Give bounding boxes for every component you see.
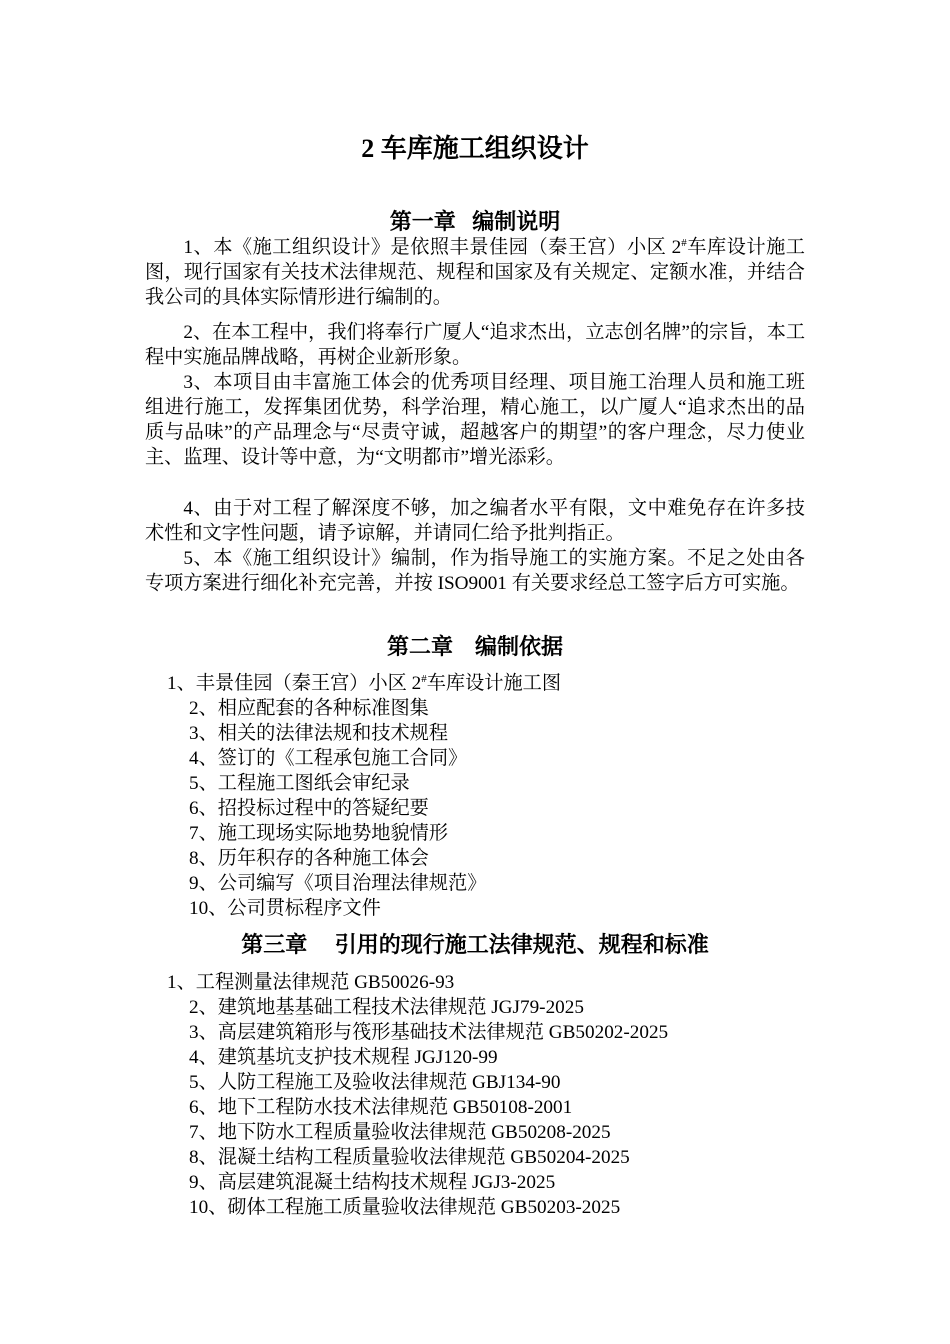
- paragraph-1-text-a: 1、本《施工组织设计》是依照丰景佳园（秦王宫）小区 2: [183, 237, 682, 258]
- paragraph-5: 5、本《施工组织设计》编制，作为指导施工的实施方案。不足之处由各专项方案进行细化补充完善，并按 ISO9001 有关要求经总工签字后方可实施。: [145, 548, 805, 594]
- list-item: 9、高层建筑混凝土结构技术规程 JGJ3-2025: [189, 1172, 556, 1193]
- list-item: [145, 671, 805, 696]
- paragraph-2: 2、在本工程中，我们将奉行广厦人“追求杰出，立志创名牌”的宗旨，本工程中实施品牌战略，再树企业新形象。: [145, 322, 805, 368]
- list-item: 10、公司贯标程序文件: [189, 898, 381, 919]
- paragraph-1-text-b: 车库设计施工图，现行国家有关技术法律规范、规程和国家及有关规定、定额水准，并结合我公司的具体实际情形进行编制的。: [145, 237, 805, 308]
- document-title: 2 车库施工组织设计: [361, 134, 589, 163]
- list-item-text: 车库设计施工图: [426, 673, 562, 694]
- chapter-2-list: [145, 671, 805, 921]
- list-item-superscript: #: [421, 673, 427, 685]
- list-item: 5、人防工程施工及验收法律规范 GBJ134-90: [189, 1072, 561, 1093]
- chapter-3-heading: 第三章 引用的现行施工法律规范、规程和标准: [241, 932, 709, 957]
- list-item: 8、混凝土结构工程质量验收法律规范 GB50204-2025: [189, 1147, 630, 1168]
- list-item: 4、签订的《工程承包施工合同》: [189, 748, 468, 769]
- paragraph-1-superscript: #: [681, 237, 687, 249]
- list-item-text: 1、丰景佳园（秦王宫）小区 2: [167, 673, 422, 694]
- list-item: 5、工程施工图纸会审纪录: [189, 773, 410, 794]
- list-item: 6、招投标过程中的答疑纪要: [189, 798, 429, 819]
- list-item: 8、历年积存的各种施工体会: [189, 848, 429, 869]
- list-item: 4、建筑基坑支护技术规程 JGJ120-99: [189, 1047, 498, 1068]
- chapter-3-list: [145, 970, 805, 1220]
- list-item: 3、高层建筑箱形与筏形基础技术法律规范 GB50202-2025: [189, 1022, 669, 1043]
- list-item: 10、砌体工程施工质量验收法律规范 GB50203-2025: [189, 1197, 621, 1218]
- paragraph-1: [145, 235, 805, 310]
- list-item: 2、相应配套的各种标准图集: [189, 698, 429, 719]
- paragraph-3: 3、本项目由丰富施工体会的优秀项目经理、项目施工治理人员和施工班组进行施工，发挥集团优势，科学治理，精心施工，以广厦人“追求杰出的品质与品味”的产品理念与“尽责守诚，超越客户的期望”的客户理念，尽力使业主、监理、设计等中意，为“文明都市”增光添彩。: [145, 372, 805, 468]
- list-item: 6、地下工程防水技术法律规范 GB50108-2001: [189, 1097, 573, 1118]
- list-item: 7、地下防水工程质量验收法律规范 GB50208-2025: [189, 1122, 611, 1143]
- list-item: 3、相关的法律法规和技术规程: [189, 723, 449, 744]
- list-item: 7、施工现场实际地势地貌情形: [189, 823, 449, 844]
- list-item: 2、建筑地基基础工程技术法律规范 JGJ79-2025: [189, 997, 584, 1018]
- list-item: 1、工程测量法律规范 GB50026-93: [167, 972, 455, 993]
- chapter-2-heading: 第二章 编制依据: [386, 634, 563, 659]
- chapter-1-heading: 第一章 编制说明: [389, 209, 561, 234]
- list-item: 9、公司编写《项目治理法律规范》: [189, 873, 487, 894]
- paragraph-4: 4、由于对工程了解深度不够，加之编者水平有限，文中难免存在许多技术性和文字性问题，请予谅解，并请同仁给予批判指正。: [145, 498, 805, 544]
